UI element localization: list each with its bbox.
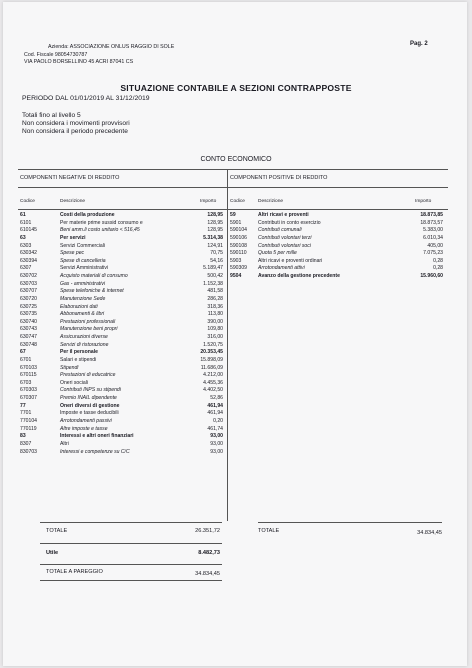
left-total-amount: 26.351,72 — [195, 528, 220, 534]
utile-top-rule — [40, 543, 222, 544]
row-description: Manutenzione beni propri — [60, 326, 118, 333]
row-code: 670303 — [20, 387, 37, 394]
row-code: 830703 — [20, 448, 37, 455]
row-description: Acquisto materiali di consumo — [60, 273, 128, 280]
row-amount: 128,95 — [207, 219, 223, 226]
row-code: 67 — [20, 349, 26, 356]
row-code: 670103 — [20, 364, 37, 371]
row-code: 630740 — [20, 318, 37, 325]
row-code: 630748 — [20, 341, 37, 348]
row-amount: 461,94 — [207, 402, 223, 409]
row-amount: 70,75 — [210, 250, 223, 257]
row-description: Altri — [60, 440, 69, 447]
row-amount: 5.189,47 — [203, 265, 223, 272]
table-row — [20, 273, 223, 281]
row-code: 590110 — [230, 250, 247, 257]
left-section-title: COMPONENTI NEGATIVE DI REDDITO — [20, 175, 120, 181]
table-row — [20, 288, 223, 296]
left-total-label: TOTALE — [46, 528, 68, 534]
row-code: 630703 — [20, 280, 37, 287]
row-amount: 18.873,85 — [420, 212, 443, 218]
table-row — [20, 281, 223, 289]
row-amount: 113,80 — [207, 311, 223, 318]
row-amount: 405,00 — [427, 242, 443, 249]
table-row — [20, 357, 223, 365]
table-top-rule — [18, 169, 448, 170]
row-amount: 461,94 — [207, 410, 223, 417]
page-title: SITUAZIONE CONTABILE A SEZIONI CONTRAPPOSTE — [120, 83, 352, 93]
row-description: Prestazioni professionali — [60, 318, 116, 325]
row-code: 590106 — [230, 234, 247, 241]
option-line: Non considera i movimenti provvisori — [22, 120, 130, 127]
table-row — [20, 426, 223, 434]
utile-label: Utile — [46, 550, 59, 556]
row-code: 8307 — [20, 440, 32, 447]
row-amount: 128,95 — [207, 212, 223, 218]
row-amount: 0,28 — [433, 257, 443, 264]
row-description: Altre imposte e tasse — [60, 425, 108, 432]
row-description: Elaborazioni dati — [60, 303, 98, 310]
row-amount: 5.383,00 — [423, 227, 443, 234]
pareggio-label: TOTALE A PAREGGIO — [46, 569, 103, 575]
right-total-rule — [258, 522, 442, 523]
row-code: 590309 — [230, 265, 247, 272]
right-section-title: COMPONENTI POSITIVE DI REDDITO — [230, 175, 328, 181]
row-description: Quota 5 per mille — [258, 250, 297, 257]
row-description: Contributi volontari terzi — [258, 234, 312, 241]
row-code: 630747 — [20, 334, 37, 341]
right-total-label: TOTALE — [258, 528, 280, 534]
row-description: Contributi in conto esercizio — [258, 219, 321, 226]
row-description: Assicurazioni diverse — [60, 334, 108, 341]
table-row — [20, 250, 223, 258]
table-row — [20, 212, 223, 220]
row-description: Premio INAIL dipendente — [60, 395, 117, 402]
left-col-desc: Descrizione — [60, 199, 86, 204]
table-row — [230, 235, 443, 243]
pareggio-bottom-rule — [40, 580, 222, 581]
company-name: Azienda: ASSOCIAZIONE ONLUS RAGGIO DI SOLE — [48, 44, 175, 50]
right-col-amount: Importo — [415, 199, 432, 204]
row-code: 6701 — [20, 356, 32, 363]
row-amount: 5.314,38 — [203, 234, 223, 241]
row-code: 59 — [230, 212, 236, 218]
table-row — [20, 449, 223, 457]
left-total-rule — [40, 522, 222, 523]
table-header-rule — [18, 209, 448, 210]
table-row — [20, 311, 223, 319]
table-row — [20, 326, 223, 334]
row-code: 610145 — [20, 227, 37, 234]
row-description: Contributi INPS su stipendi — [60, 387, 121, 394]
row-amount: 54,16 — [210, 257, 223, 264]
period: PERIODO DAL 01/01/2019 AL 31/12/2019 — [22, 95, 150, 102]
row-description: Spese telefoniche & internet — [60, 288, 124, 295]
row-code: 630342 — [20, 250, 37, 257]
row-code: 6101 — [20, 219, 32, 226]
row-amount: 316,00 — [207, 334, 223, 341]
table-row — [20, 372, 223, 380]
row-description: Servizi Commerciali — [60, 242, 106, 249]
row-code: 770104 — [20, 418, 37, 424]
row-description: Costi della produzione — [60, 212, 115, 218]
row-description: Spese di cancelleria — [60, 257, 106, 264]
row-description: Altri ricavi e proventi — [258, 212, 309, 218]
row-amount: 0,28 — [433, 265, 443, 272]
table-row — [230, 250, 443, 258]
column-divider — [227, 169, 228, 521]
row-amount: 461,74 — [207, 425, 223, 432]
page-number: Pag. 2 — [410, 41, 428, 47]
table-section-rule — [18, 187, 448, 188]
row-amount: 6.010,34 — [423, 234, 443, 241]
table-row — [20, 418, 223, 426]
right-total-amount: 34.834,45 — [417, 530, 442, 536]
table-row — [230, 258, 443, 266]
table-row — [20, 433, 223, 441]
row-description: Servizi Amministrativi — [60, 265, 109, 272]
utile-amount: 8.482,73 — [198, 550, 220, 556]
row-amount: 4.402,50 — [203, 387, 223, 394]
table-row — [20, 258, 223, 266]
row-code: 770119 — [20, 425, 37, 432]
row-amount: 481,58 — [207, 288, 223, 295]
table-row — [20, 296, 223, 304]
table-row — [20, 334, 223, 342]
row-description: Interessi e altri oneri finanziari — [60, 433, 134, 440]
row-code: 670307 — [20, 395, 37, 402]
row-code: 630735 — [20, 311, 37, 318]
row-description: Arrotondamenti passivi — [60, 418, 112, 424]
pareggio-amount: 34.834,45 — [195, 571, 220, 577]
table-row — [20, 235, 223, 243]
row-amount: 500,42 — [207, 273, 223, 280]
row-description: Avanzo della gestione precedente — [258, 273, 340, 280]
row-amount: 1.520,75 — [203, 341, 223, 348]
table-row — [230, 273, 443, 281]
row-amount: 4.212,00 — [203, 372, 223, 379]
row-amount: 18.873,57 — [420, 219, 443, 226]
right-col-code: Codice — [230, 199, 245, 204]
table-row — [20, 441, 223, 449]
row-amount: 15.960,60 — [420, 273, 443, 280]
row-amount: 0,20 — [213, 418, 223, 424]
row-description: Oneri sociali — [60, 379, 89, 386]
row-code: 5903 — [230, 257, 242, 264]
row-amount: 124,91 — [207, 242, 223, 249]
table-row — [20, 380, 223, 388]
row-amount: 390,00 — [207, 318, 223, 325]
row-amount: 93,00 — [210, 433, 223, 440]
table-row — [20, 395, 223, 403]
row-amount: 318,36 — [207, 303, 223, 310]
row-code: 590108 — [230, 242, 247, 249]
option-line: Non considera il periodo precedente — [22, 128, 128, 135]
row-amount: 1.152,38 — [203, 280, 223, 287]
table-row — [230, 265, 443, 273]
row-description: Per il personale — [60, 349, 98, 356]
table-row — [20, 304, 223, 312]
row-description: Prestazioni di educatrice — [60, 372, 116, 379]
table-row — [20, 387, 223, 395]
table-row — [20, 349, 223, 357]
row-code: 83 — [20, 433, 26, 440]
row-code: 670115 — [20, 372, 37, 379]
row-code: 630394 — [20, 257, 37, 264]
row-description: Abbonamenti & libri — [60, 311, 105, 318]
table-row — [20, 227, 223, 235]
table-row — [230, 212, 443, 220]
row-description: Contributi comunali — [258, 227, 302, 234]
row-amount: 109,80 — [207, 326, 223, 333]
row-description: Per materie prime sussid consumo e — [60, 219, 143, 226]
company-address: VIA PAOLO BORSELLINO 45 ACRI 87041 CS — [24, 59, 134, 65]
row-code: 6303 — [20, 242, 32, 249]
row-amount: 93,00 — [210, 440, 223, 447]
row-amount: 128,95 — [207, 227, 223, 234]
row-code: 77 — [20, 402, 26, 409]
row-code: 5901 — [230, 219, 242, 226]
row-code: 630743 — [20, 326, 37, 333]
row-code: 630720 — [20, 295, 37, 302]
row-amount: 52,86 — [210, 395, 223, 402]
row-code: 630707 — [20, 288, 37, 295]
row-description: Per servizi — [60, 234, 86, 241]
row-description: Beni amm.li costo unitario < 516,45 — [60, 227, 140, 234]
row-code: 6307 — [20, 265, 32, 272]
row-amount: 15.898,09 — [200, 356, 223, 363]
left-col-code: Codice — [20, 199, 35, 204]
table-row — [230, 243, 443, 251]
row-description: Salari e stipendi — [60, 356, 97, 363]
row-code: 9504 — [230, 273, 242, 280]
row-code: 630702 — [20, 273, 37, 280]
table-row — [230, 220, 443, 228]
row-code: 7701 — [20, 410, 32, 417]
row-amount: 93,00 — [210, 448, 223, 455]
fiscal-code: Cod. Fiscale 98054730787 — [24, 52, 88, 58]
table-row — [20, 220, 223, 228]
section-title: CONTO ECONOMICO — [200, 156, 272, 163]
row-code: 590104 — [230, 227, 247, 234]
row-amount: 4.455,36 — [203, 379, 223, 386]
row-code: 61 — [20, 212, 26, 218]
row-description: Interessi e competenze su C/C — [60, 448, 130, 455]
row-description: Manutenzione Sede — [60, 295, 106, 302]
table-row — [20, 243, 223, 251]
row-description: Arrotondamenti attivi — [258, 265, 305, 272]
table-row — [20, 410, 223, 418]
row-description: Oneri diversi di gestione — [60, 402, 120, 409]
row-code: 63 — [20, 234, 26, 241]
row-amount: 286,28 — [207, 295, 223, 302]
row-amount: 11.686,09 — [200, 364, 223, 371]
option-line: Totali fino al livello 5 — [22, 112, 81, 119]
table-row — [20, 342, 223, 350]
row-amount: 20.353,45 — [200, 349, 223, 356]
row-description: Stipendi — [60, 364, 79, 371]
row-description: Imposte e tasse deducibili — [60, 410, 119, 417]
row-description: Servizi di ristorazione — [60, 341, 109, 348]
table-row — [20, 403, 223, 411]
table-row — [20, 365, 223, 373]
row-amount: 7.075,23 — [423, 250, 443, 257]
row-description: Altri ricavi e proventi ordinari — [258, 257, 323, 264]
table-row — [20, 265, 223, 273]
row-description: Contributi volontari soci — [258, 242, 311, 249]
row-code: 630725 — [20, 303, 37, 310]
row-code: 6703 — [20, 379, 32, 386]
left-col-amount: Importo — [200, 199, 217, 204]
row-description: Gas - amministrativi — [60, 280, 106, 287]
table-row — [20, 319, 223, 327]
right-col-desc: Descrizione — [258, 199, 284, 204]
table-row — [230, 227, 443, 235]
pareggio-top-rule — [40, 564, 222, 565]
row-description: Spese pec — [60, 250, 85, 257]
